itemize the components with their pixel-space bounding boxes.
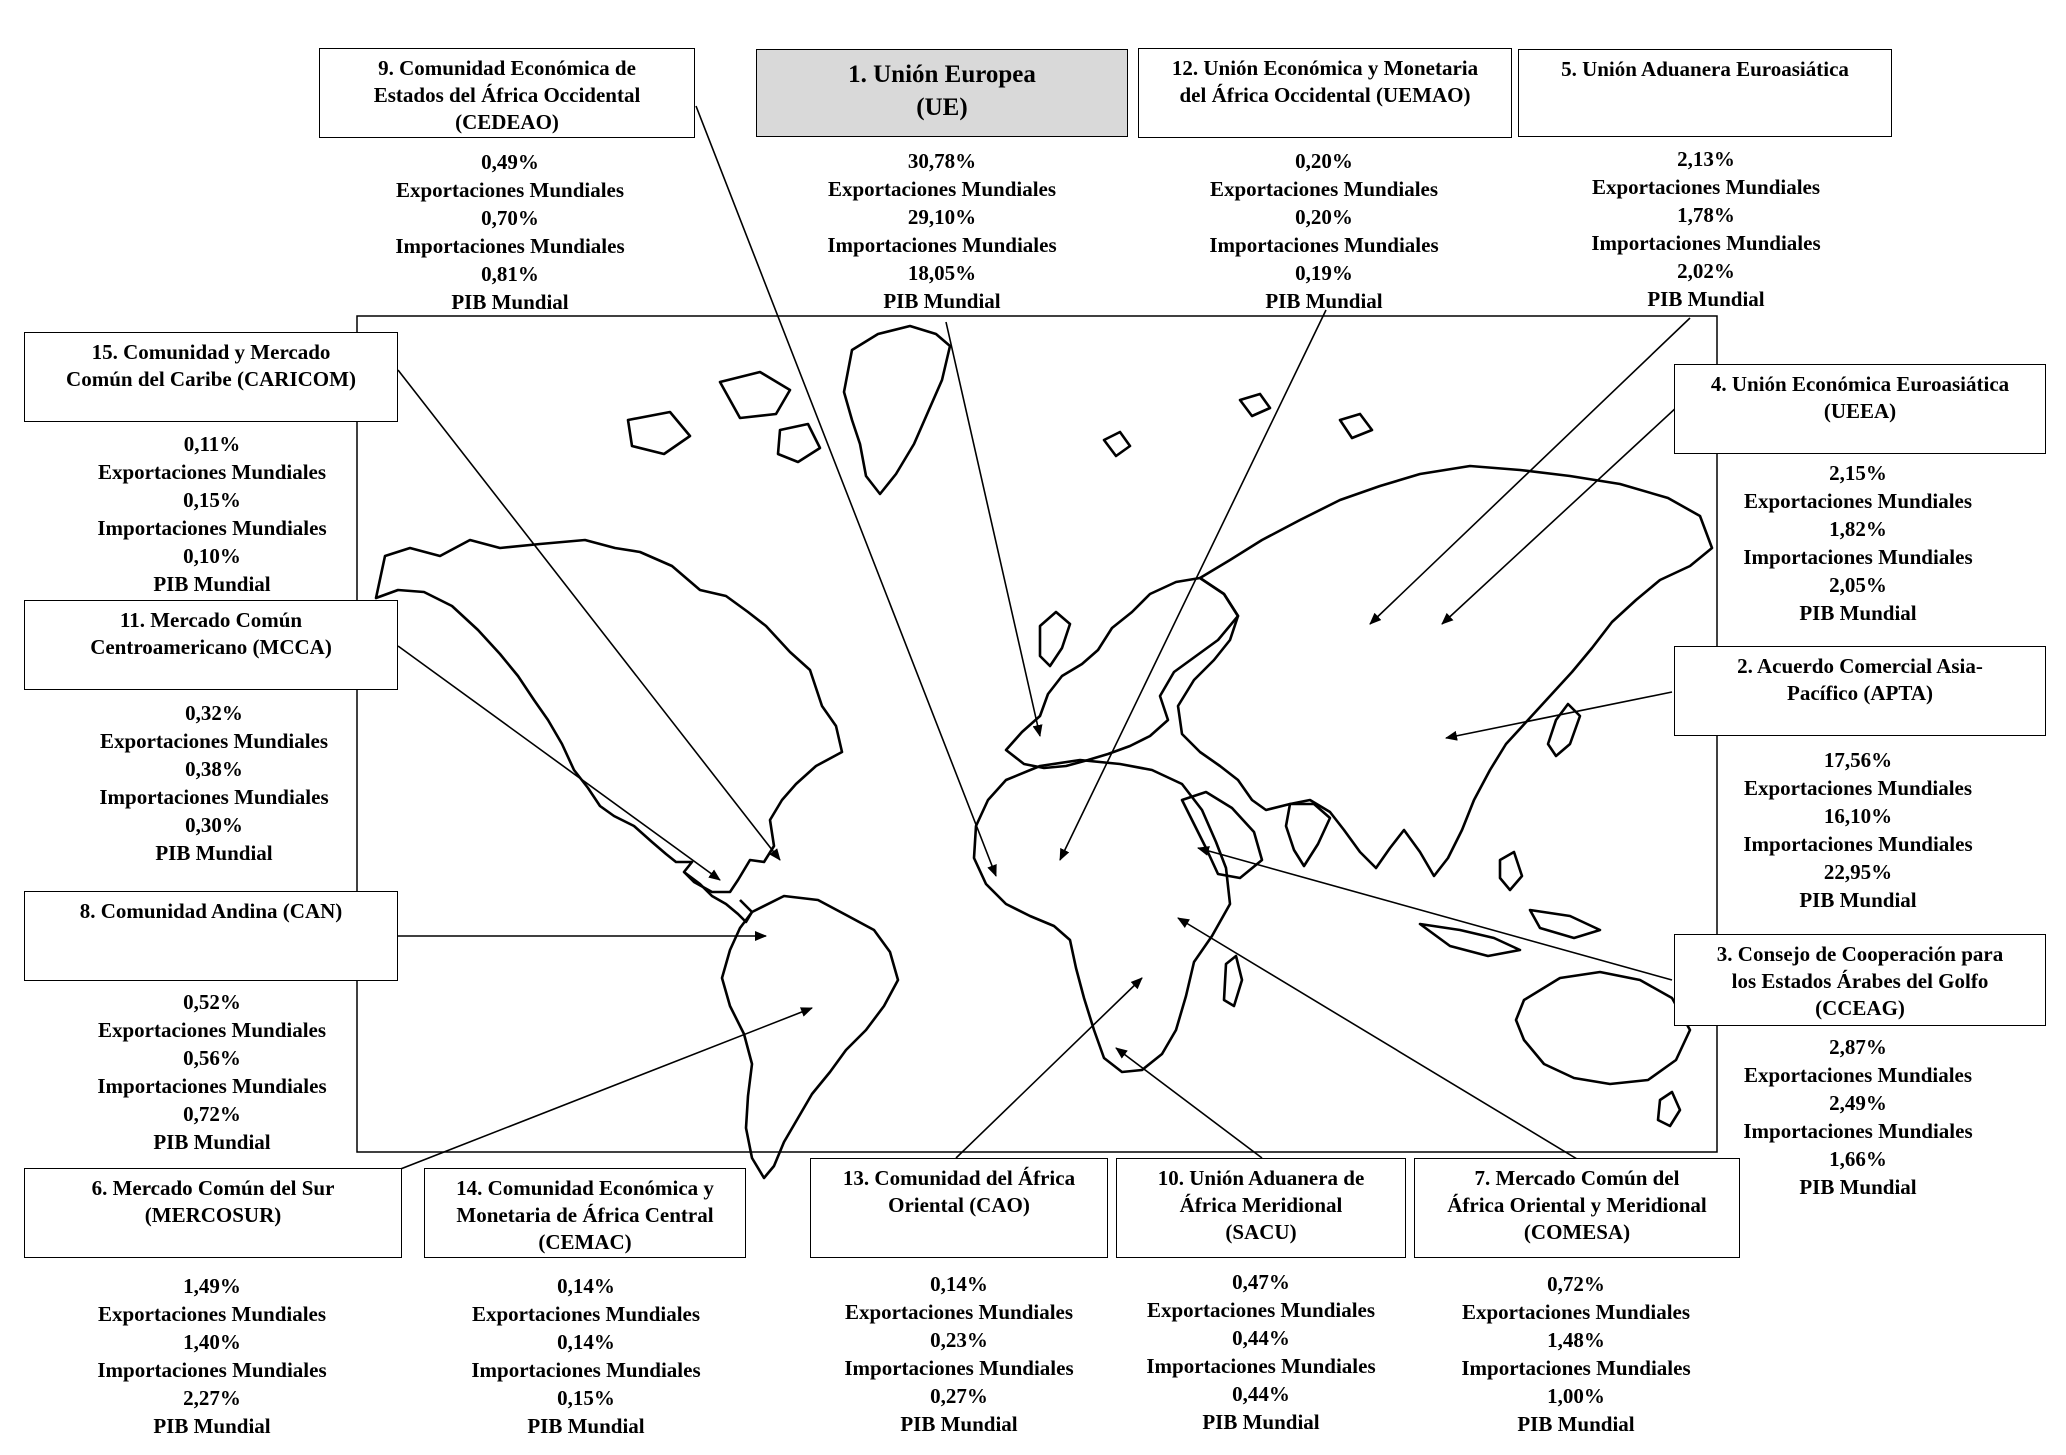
imports-label: Importaciones Mundiales xyxy=(97,516,327,540)
exports-label: Exportaciones Mundiales xyxy=(1461,1300,1691,1324)
gdp-value: 0,27% xyxy=(930,1384,988,1408)
exports-value: 0,32% xyxy=(185,701,243,725)
imports-label: Importaciones Mundiales xyxy=(1743,1119,1973,1143)
exports-value: 2,15% xyxy=(1829,461,1887,485)
gdp-label: PIB Mundial xyxy=(1265,289,1383,313)
bloc-box-can: 8. Comunidad Andina (CAN) xyxy=(24,891,398,981)
arabia-outline xyxy=(1182,792,1262,878)
gdp-value: 2,02% xyxy=(1677,259,1735,283)
gdp-value: 0,72% xyxy=(183,1102,241,1126)
africa-outline xyxy=(974,760,1230,1072)
gdp-label: PIB Mundial xyxy=(527,1414,645,1438)
gdp-value: 18,05% xyxy=(907,261,977,285)
arctic-island-2 xyxy=(628,412,690,454)
bloc-stats-cedeao xyxy=(360,148,660,316)
imports-value: 1,40% xyxy=(183,1330,241,1354)
imports-value: 1,82% xyxy=(1829,517,1887,541)
exports-value: 2,87% xyxy=(1829,1035,1887,1059)
gdp-label: PIB Mundial xyxy=(153,1130,271,1154)
imports-value: 2,49% xyxy=(1829,1091,1887,1115)
imports-value: 0,38% xyxy=(185,757,243,781)
gdp-label: PIB Mundial xyxy=(451,290,569,314)
bloc-stats-apta xyxy=(1708,746,2008,914)
antarctic-islands xyxy=(1104,394,1372,456)
gdp-label: PIB Mundial xyxy=(1647,287,1765,311)
uk-outline xyxy=(1040,612,1070,666)
exports-label: Exportaciones Mundiales xyxy=(99,729,329,753)
exports-value: 0,72% xyxy=(1547,1272,1605,1296)
exports-value: 0,14% xyxy=(557,1274,615,1298)
asia-outline xyxy=(1178,466,1712,876)
exports-label: Exportaciones Mundiales xyxy=(97,1302,327,1326)
gdp-value: 0,10% xyxy=(183,544,241,568)
exports-value: 0,14% xyxy=(930,1272,988,1296)
imports-value: 0,44% xyxy=(1232,1326,1290,1350)
europe-outline xyxy=(1006,578,1238,768)
gdp-label: PIB Mundial xyxy=(900,1412,1018,1436)
imports-label: Importaciones Mundiales xyxy=(827,233,1057,257)
gdp-label: PIB Mundial xyxy=(1799,888,1917,912)
exports-value: 0,49% xyxy=(481,150,539,174)
exports-value: 0,47% xyxy=(1232,1270,1290,1294)
bloc-stats-mercosur xyxy=(62,1272,362,1440)
arctic-island-3 xyxy=(778,424,820,462)
bloc-box-ueea: 4. Unión Económica Euroasiática (UEEA) xyxy=(1674,364,2046,454)
bloc-stats-mcca xyxy=(64,699,364,867)
gdp-value: 0,44% xyxy=(1232,1382,1290,1406)
imports-label: Importaciones Mundiales xyxy=(395,234,625,258)
exports-label: Exportaciones Mundiales xyxy=(97,1018,327,1042)
gdp-value: 1,00% xyxy=(1547,1384,1605,1408)
exports-value: 2,13% xyxy=(1677,147,1735,171)
imports-label: Importaciones Mundiales xyxy=(1743,545,1973,569)
exports-label: Exportaciones Mundiales xyxy=(1591,175,1821,199)
exports-label: Exportaciones Mundiales xyxy=(1743,1063,1973,1087)
imports-value: 29,10% xyxy=(907,205,977,229)
gdp-label: PIB Mundial xyxy=(1799,601,1917,625)
gdp-label: PIB Mundial xyxy=(883,289,1001,313)
bloc-stats-sacu xyxy=(1116,1268,1406,1436)
bloc-stats-comesa xyxy=(1426,1270,1726,1438)
imports-value: 0,14% xyxy=(557,1330,615,1354)
exports-label: Exportaciones Mundiales xyxy=(97,460,327,484)
exports-value: 30,78% xyxy=(907,149,977,173)
imports-label: Importaciones Mundiales xyxy=(97,1074,327,1098)
gdp-value: 2,27% xyxy=(183,1386,241,1410)
bloc-box-mercosur: 6. Mercado Común del Sur (MERCOSUR) xyxy=(24,1168,402,1258)
arrow-comesa xyxy=(1178,918,1582,1162)
philippines-outline xyxy=(1500,852,1522,890)
imports-label: Importaciones Mundiales xyxy=(1743,832,1973,856)
bloc-stats-can xyxy=(62,988,362,1156)
exports-value: 17,56% xyxy=(1823,748,1893,772)
imports-label: Importaciones Mundiales xyxy=(1209,233,1439,257)
gdp-label: PIB Mundial xyxy=(155,841,273,865)
imports-label: Importaciones Mundiales xyxy=(471,1358,701,1382)
arrow-ueea xyxy=(1442,406,1678,624)
arctic-island-1 xyxy=(720,372,790,418)
bloc-box-cao: 13. Comunidad del África Oriental (CAO) xyxy=(810,1158,1108,1258)
arrow-caricom xyxy=(398,370,780,860)
arrow-mcca xyxy=(398,646,720,880)
imports-label: Importaciones Mundiales xyxy=(1461,1356,1691,1380)
greenland-outline xyxy=(844,326,950,494)
bloc-box-cemac: 14. Comunidad Económica y Monetaria de África Central (CEMAC) xyxy=(424,1168,746,1258)
indonesia-outline-1 xyxy=(1420,924,1520,956)
gdp-label: PIB Mundial xyxy=(153,1414,271,1438)
imports-value: 16,10% xyxy=(1823,804,1893,828)
exports-label: Exportaciones Mundiales xyxy=(395,178,625,202)
gdp-value: 0,30% xyxy=(185,813,243,837)
arrow-cceag xyxy=(1198,848,1672,980)
gdp-value: 0,19% xyxy=(1295,261,1353,285)
imports-value: 1,78% xyxy=(1677,203,1735,227)
bloc-stats-cao xyxy=(810,1270,1108,1438)
exports-label: Exportaciones Mundiales xyxy=(844,1300,1074,1324)
arrow-ue xyxy=(946,322,1040,736)
gdp-label: PIB Mundial xyxy=(153,572,271,596)
bloc-box-sacu: 10. Unión Aduanera de África Meridional (SACU) xyxy=(1116,1158,1406,1258)
gdp-label: PIB Mundial xyxy=(1202,1410,1320,1434)
indonesia-outline-2 xyxy=(1530,910,1600,938)
australia-outline xyxy=(1516,972,1690,1084)
exports-value: 1,49% xyxy=(183,1274,241,1298)
imports-value: 0,23% xyxy=(930,1328,988,1352)
exports-label: Exportaciones Mundiales xyxy=(1209,177,1439,201)
arrow-uemoa xyxy=(1060,310,1326,860)
new-zealand-outline xyxy=(1658,1092,1680,1126)
exports-label: Exportaciones Mundiales xyxy=(1743,776,1973,800)
bloc-stats-ue xyxy=(792,147,1092,315)
imports-label: Importaciones Mundiales xyxy=(1591,231,1821,255)
gdp-value: 0,81% xyxy=(481,262,539,286)
exports-value: 0,11% xyxy=(183,432,241,456)
india-outline xyxy=(1286,804,1330,866)
imports-label: Importaciones Mundiales xyxy=(844,1356,1074,1380)
bloc-box-cedeao: 9. Comunidad Económica de Estados del África Occidental (CEDEAO) xyxy=(319,48,695,138)
bloc-stats-uae xyxy=(1556,145,1856,313)
gdp-value: 0,15% xyxy=(557,1386,615,1410)
exports-label: Exportaciones Mundiales xyxy=(1743,489,1973,513)
gdp-value: 2,05% xyxy=(1829,573,1887,597)
bloc-stats-caricom xyxy=(62,430,362,598)
arrow-uae xyxy=(1370,318,1690,624)
imports-value: 0,20% xyxy=(1295,205,1353,229)
bloc-box-apta: 2. Acuerdo Comercial Asia- Pacífico (APTA) xyxy=(1674,646,2046,736)
exports-label: Exportaciones Mundiales xyxy=(1146,1298,1376,1322)
imports-label: Importaciones Mundiales xyxy=(1146,1354,1376,1378)
bloc-box-cceag: 3. Consejo de Cooperación para los Estados Árabes del Golfo (CCEAG) xyxy=(1674,934,2046,1026)
imports-label: Importaciones Mundiales xyxy=(97,1358,327,1382)
exports-label: Exportaciones Mundiales xyxy=(827,177,1057,201)
gdp-value: 1,66% xyxy=(1829,1147,1887,1171)
map-frame xyxy=(357,316,1717,1152)
exports-label: Exportaciones Mundiales xyxy=(471,1302,701,1326)
imports-value: 0,56% xyxy=(183,1046,241,1070)
bloc-box-caricom: 15. Comunidad y Mercado Común del Caribe (CARICOM) xyxy=(24,332,398,422)
imports-value: 0,70% xyxy=(481,206,539,230)
north-america-outline xyxy=(376,540,842,892)
bloc-stats-uemoa xyxy=(1174,147,1474,315)
gdp-label: PIB Mundial xyxy=(1517,1412,1635,1436)
bloc-stats-cemac xyxy=(436,1272,736,1440)
imports-value: 0,15% xyxy=(183,488,241,512)
imports-value: 1,48% xyxy=(1547,1328,1605,1352)
bloc-stats-ueea xyxy=(1708,459,2008,627)
south-america-outline xyxy=(722,896,898,1178)
bloc-box-ue: 1. Unión Europea (UE) xyxy=(756,49,1128,137)
bloc-box-comesa: 7. Mercado Común del África Oriental y Meridional (COMESA) xyxy=(1414,1158,1740,1258)
bloc-box-uemoa: 12. Unión Económica y Monetaria del África Occidental (UEMAO) xyxy=(1138,48,1512,138)
gdp-value: 22,95% xyxy=(1823,860,1893,884)
bloc-box-uae: 5. Unión Aduanera Euroasiática xyxy=(1518,49,1892,137)
madagascar-outline xyxy=(1224,956,1242,1006)
arrow-apta xyxy=(1446,692,1672,738)
exports-value: 0,20% xyxy=(1295,149,1353,173)
gdp-label: PIB Mundial xyxy=(1799,1175,1917,1199)
bloc-stats-cceag xyxy=(1708,1033,2008,1201)
arrow-sacu xyxy=(1116,1048,1262,1158)
imports-label: Importaciones Mundiales xyxy=(99,785,329,809)
arrow-cao xyxy=(956,978,1142,1158)
exports-value: 0,52% xyxy=(183,990,241,1014)
bloc-box-mcca: 11. Mercado Común Centroamericano (MCCA) xyxy=(24,600,398,690)
